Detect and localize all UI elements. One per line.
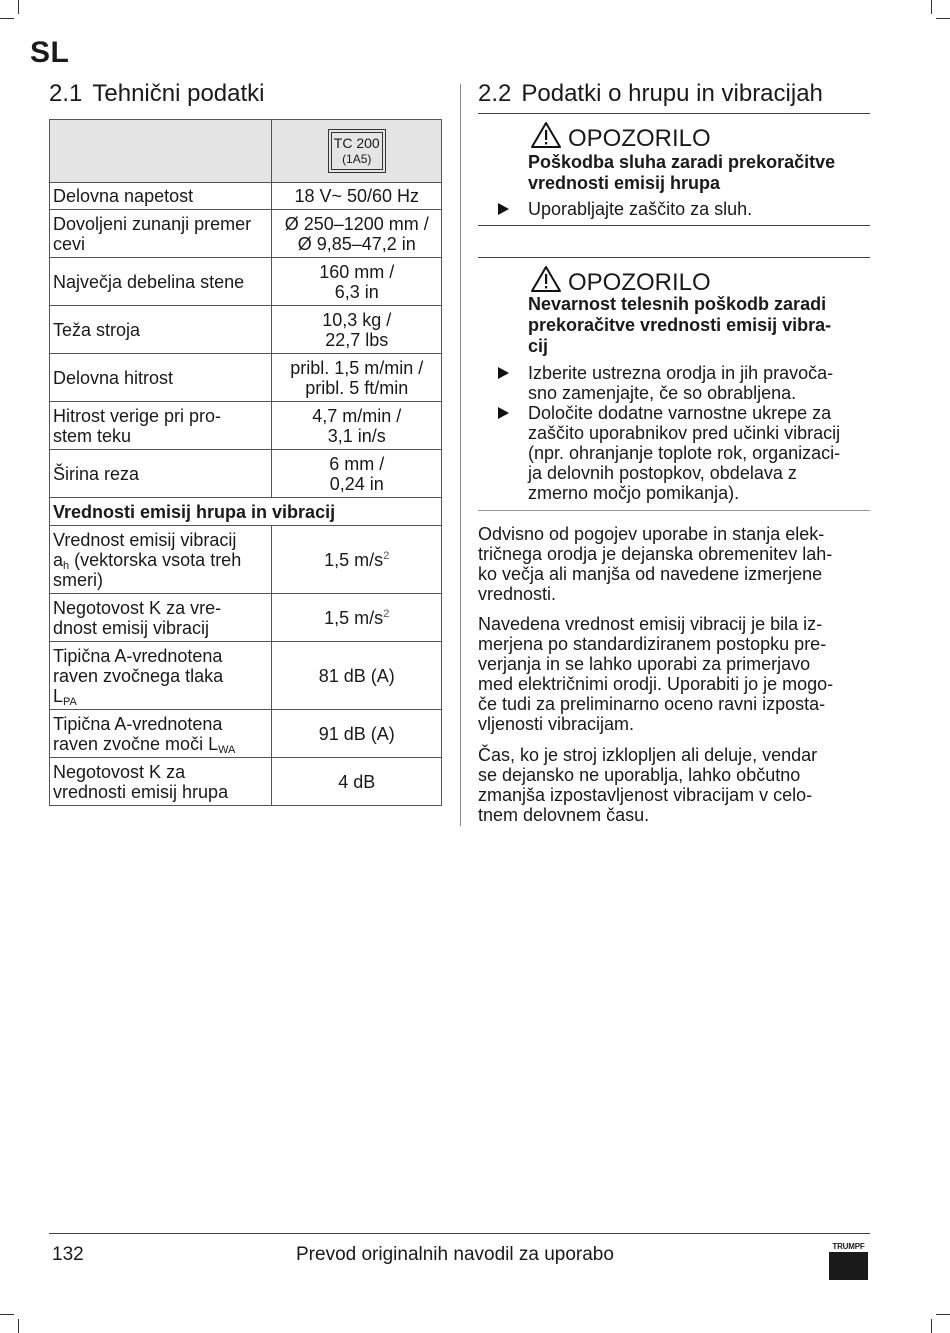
table-row bbox=[50, 210, 442, 258]
section-title-technical-data: 2.1 Tehnični podatki bbox=[49, 80, 265, 107]
warning-subtitle: Poškodba sluha zaradi prekoračitve vrednosti emisij hrupa bbox=[528, 152, 836, 193]
table-row bbox=[50, 526, 442, 594]
row-label: Delovna napetost bbox=[50, 183, 272, 210]
crop-mark bbox=[0, 18, 14, 19]
row-value: 160 mm / 6,3 in bbox=[272, 258, 442, 306]
table-row bbox=[50, 594, 442, 642]
row-label: Negotovost K za vre- dnost emisij vibracij bbox=[50, 594, 272, 642]
row-label: Širina reza bbox=[50, 450, 272, 498]
row-value: pribl. 1,5 m/min / pribl. 5 ft/min bbox=[272, 354, 442, 402]
footer-divider bbox=[49, 1233, 870, 1234]
crop-mark bbox=[0, 1314, 14, 1315]
warning-box-vibration: OPOZORILO Nevarnost telesnih poškodb zaradi prekoračitve vrednosti emisij vibra- cij Izberite ustrezna orodja in jih pravoča- sno zamenjajte, če so obrabljena. Določite dodatne varnostne ukrepe za zaščito uporabnikov pred učinki vibracij (npr. ohranjanje toplote rok, organizaci- ja delovnih postopkov, obdelava z zmerno močjo pomikanja). bbox=[478, 257, 870, 510]
row-label: Delovna hitrost bbox=[50, 354, 272, 402]
section-title-noise-vibration: 2.2 Podatki o hrupu in vibracijah bbox=[478, 80, 823, 107]
crop-mark bbox=[18, 0, 19, 14]
row-label: Negotovost K za vrednosti emisij hrupa bbox=[50, 758, 272, 806]
row-label: Največja debelina stene bbox=[50, 258, 272, 306]
row-value: 4,7 m/min / 3,1 in/s bbox=[272, 402, 442, 450]
row-label: Vrednost emisij vibracij $a_h$ (vektorska vsota treh smeri) bbox=[50, 526, 272, 594]
crop-mark bbox=[931, 0, 932, 14]
warning-title: OPOZORILO bbox=[530, 265, 711, 300]
row-value: 91 dB (A) bbox=[272, 710, 442, 758]
logo-block bbox=[829, 1252, 868, 1280]
row-value: 1,5 $m/s^2$ bbox=[272, 594, 442, 642]
table-row bbox=[50, 710, 442, 758]
row-value: 1,5 $m/s^2$ bbox=[272, 526, 442, 594]
row-label: Tipična A-vrednotena raven zvočne moči $L_{WA}$ bbox=[50, 710, 272, 758]
row-value: Ø 250–1200 mm / Ø 9,85–47,2 in bbox=[272, 210, 442, 258]
warning-subtitle: Nevarnost telesnih poškodb zaradi prekoračitve vrednosti emisij vibra- cij bbox=[528, 294, 832, 356]
crop-mark bbox=[18, 1319, 19, 1333]
model-cell bbox=[272, 120, 442, 183]
table-subheader-row bbox=[50, 498, 442, 526]
row-value: 6 mm / 0,24 in bbox=[272, 450, 442, 498]
row-value: 18 V~ 50/60 Hz bbox=[272, 183, 442, 210]
table-header-row bbox=[50, 120, 442, 183]
paragraph: Odvisno od pogojev uporabe in stanja elek- tričnega orodja je dejanska obremenitev lah- ko večja ali manjša od navedene izmerjene vrednosti. bbox=[478, 524, 833, 604]
page-number: 132 bbox=[52, 1244, 84, 1265]
table-row bbox=[50, 306, 442, 354]
paragraph: Navedena vrednost emisij vibracij je bila iz- merjena po standardiziranem postopku pre- verjanja in se lahko uporabi za primerjavo med električnimi orodji. Uporabiti jo je mogo- če tudi za preliminarno oceno ravni izposta- vljenosti vibracijam. bbox=[478, 614, 834, 734]
table-row bbox=[50, 758, 442, 806]
logo-wordmark: TRUMPF bbox=[832, 1242, 865, 1251]
triangle-right-bullet-icon bbox=[498, 203, 509, 215]
table-row bbox=[50, 450, 442, 498]
paragraph: Čas, ko je stroj izklopljen ali deluje, vendar se dejansko ne uporablja, lahko občutno zmanjša izpostavljenost vibracijam v celo- tnem delovnem času. bbox=[478, 745, 818, 825]
model-label: TC 200 (1A5) bbox=[331, 132, 383, 170]
row-value: 81 dB (A) bbox=[272, 642, 442, 710]
row-label: Tipična A-vrednotena raven zvočnega tlaka $L_{PA}$ bbox=[50, 642, 272, 710]
crop-mark bbox=[936, 18, 950, 19]
technical-data-table bbox=[49, 119, 442, 806]
table-row bbox=[50, 183, 442, 210]
table-row bbox=[50, 354, 442, 402]
footer-title: Prevod originalnih navodil za uporabo bbox=[296, 1244, 614, 1265]
trumpf-logo bbox=[829, 1242, 868, 1280]
divider bbox=[478, 510, 870, 511]
emission-header: Vrednosti emisij hrupa in vibracij bbox=[50, 498, 442, 526]
row-label: Teža stroja bbox=[50, 306, 272, 354]
row-value: 10,3 kg / 22,7 lbs bbox=[272, 306, 442, 354]
divider bbox=[478, 225, 870, 226]
column-divider bbox=[460, 84, 461, 826]
triangle-right-bullet-icon bbox=[498, 367, 509, 379]
table-row bbox=[50, 258, 442, 306]
table-header-empty-cell bbox=[50, 120, 272, 183]
crop-mark bbox=[936, 1314, 950, 1315]
table-row bbox=[50, 402, 442, 450]
language-code: SL bbox=[30, 36, 70, 69]
triangle-right-bullet-icon bbox=[498, 407, 509, 419]
warning-title: OPOZORILO bbox=[530, 121, 711, 156]
row-label: Dovoljeni zunanji premer cevi bbox=[50, 210, 272, 258]
crop-mark bbox=[931, 1319, 932, 1333]
warning-triangle-icon bbox=[530, 121, 562, 156]
table-row bbox=[50, 642, 442, 710]
warning-box-hearing: OPOZORILO Poškodba sluha zaradi prekoračitve vrednosti emisij hrupa Uporabljajte zaščito za sluh. bbox=[478, 113, 870, 225]
row-label: Hitrost verige pri pro- stem teku bbox=[50, 402, 272, 450]
row-value: 4 dB bbox=[272, 758, 442, 806]
